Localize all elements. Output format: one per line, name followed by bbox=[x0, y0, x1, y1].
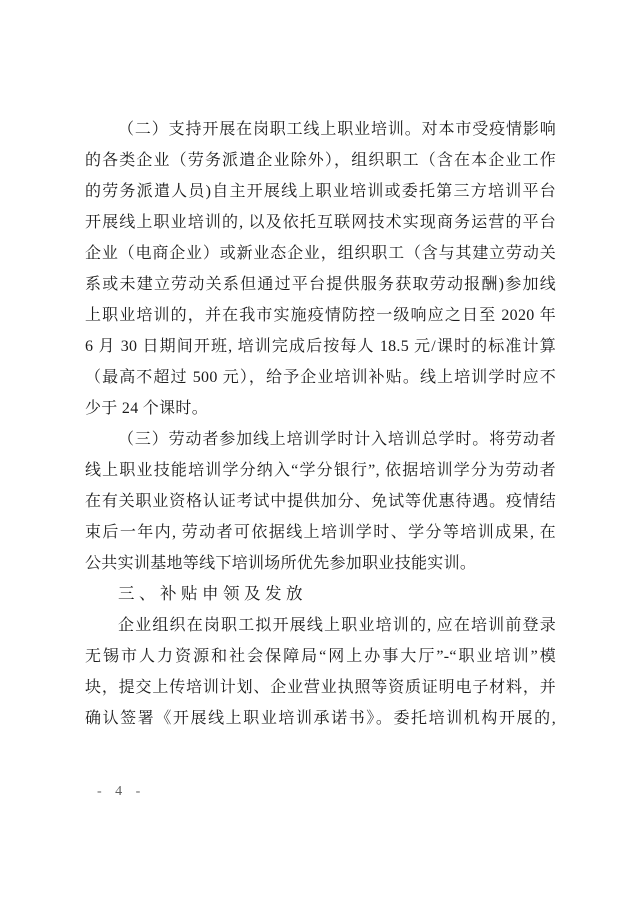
text-line: 6 月 30 日期间开班, 培训完成后按每人 18.5 元/课时的标准计算 bbox=[85, 338, 556, 355]
text-line: 的劳务派遣人员)自主开展线上职业培训或委托第三方培训平台 bbox=[85, 183, 556, 200]
text-line: 块，提交上传培训计划、企业营业执照等资质证明电子材料，并 bbox=[85, 679, 556, 696]
text-line: 在有关职业资格认证考试中提供加分、免试等优惠待遇。疫情结 bbox=[85, 493, 556, 510]
text-line: （二）支持开展在岗职工线上职业培训。对本市受疫情影响 bbox=[118, 121, 556, 138]
text-line: （最高不超过 500 元），给予企业培训补贴。线上培训学时应不 bbox=[85, 369, 556, 386]
document-body bbox=[85, 114, 556, 734]
text-line: 无锡市人力资源和社会保障局“网上办事大厅”-“职业培训”模 bbox=[85, 648, 556, 665]
text-line: （三）劳动者参加线上培训学时计入培训总学时。将劳动者 bbox=[118, 431, 556, 448]
text-line: 束后一年内, 劳动者可依据线上培训学时、学分等培训成果, 在 bbox=[85, 524, 556, 541]
text-line: 系或未建立劳动关系但通过平台提供服务获取劳动报酬)参加线 bbox=[85, 276, 556, 293]
text-line: 上职业培训的，并在我市实施疫情防控一级响应之日至 2020 年 bbox=[85, 307, 556, 324]
page-number: - 4 - bbox=[97, 784, 146, 799]
section-heading: 三、补贴申领及发放 bbox=[118, 585, 307, 603]
text-line: 的各类企业（劳务派遣企业除外），组织职工（含在本企业工作 bbox=[85, 152, 556, 169]
text-line: 公共实训基地等线下培训场所优先参加职业技能实训。 bbox=[85, 555, 477, 572]
text-line: 确认签署《开展线上职业培训承诺书》。委托培训机构开展的, bbox=[85, 710, 556, 727]
text-line: 少于 24 个课时。 bbox=[85, 400, 209, 417]
text-line: 企业（电商企业）或新业态企业，组织职工（含与其建立劳动关 bbox=[85, 245, 556, 262]
text-line: 线上职业技能培训学分纳入“学分银行”, 依据培训学分为劳动者 bbox=[85, 462, 556, 479]
text-line: 企业组织在岗职工拟开展线上职业培训的, 应在培训前登录 bbox=[118, 617, 556, 634]
text-line: 开展线上职业培训的, 以及依托互联网技术实现商务运营的平台 bbox=[85, 214, 556, 231]
